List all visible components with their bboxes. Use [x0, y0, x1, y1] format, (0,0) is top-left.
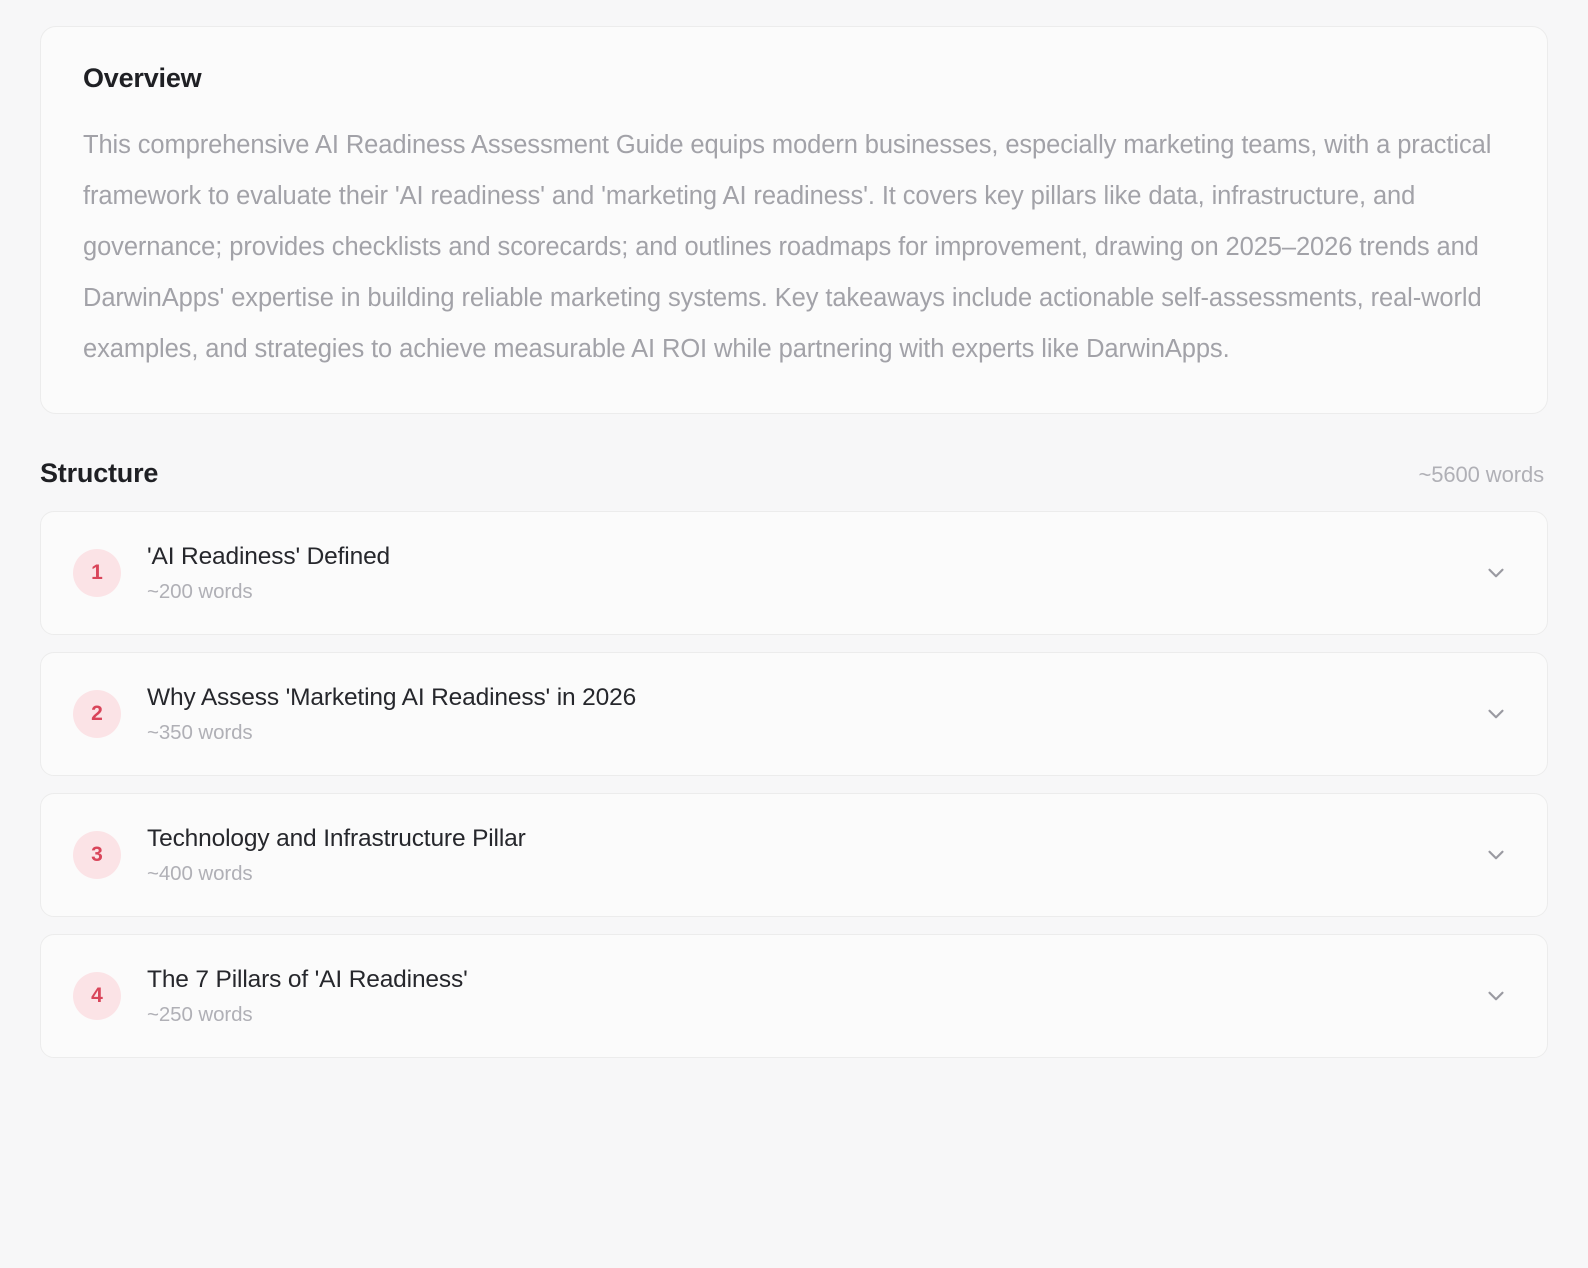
structure-title: Structure [40, 458, 159, 488]
section-texts [147, 966, 1479, 1027]
structure-total-words: ~5600 words [1418, 462, 1544, 487]
section-texts [147, 543, 1479, 604]
section-texts [147, 825, 1479, 886]
section-row[interactable] [40, 793, 1548, 917]
section-number-badge: 3 [73, 831, 121, 879]
section-row[interactable] [40, 511, 1548, 635]
chevron-down-icon[interactable] [1479, 556, 1513, 590]
chevron-down-icon[interactable] [1479, 697, 1513, 731]
section-row[interactable] [40, 934, 1548, 1058]
chevron-down-icon[interactable] [1479, 979, 1513, 1013]
overview-title: Overview [83, 63, 202, 93]
structure-header [40, 458, 1544, 489]
section-row[interactable] [40, 652, 1548, 776]
section-number-badge: 2 [73, 690, 121, 738]
section-texts [147, 684, 1479, 745]
section-title: Technology and Infrastructure Pillar [147, 824, 526, 852]
section-word-count: ~200 words [147, 579, 253, 603]
overview-body-text: This comprehensive AI Readiness Assessment Guide equips modern businesses, especially marketing teams, with a practical framework to evaluate their 'AI readiness' and 'marketing AI readiness'. It covers key pillars like data, infrastructure, and governance; provides checklists and scorecards; and outlines roadmaps for improvement, drawing on 2025–2026 trends and DarwinApps' expertise in building reliable marketing systems. Key takeaways include actionable self-assessments, real-world examples, and strategies to achieve measurable AI ROI while partnering with experts like DarwinApps. [83, 131, 1492, 363]
section-word-count: ~350 words [147, 720, 253, 744]
section-word-count: ~250 words [147, 1002, 253, 1026]
section-list [40, 511, 1548, 1058]
section-number-badge: 4 [73, 972, 121, 1020]
section-title: 'AI Readiness' Defined [147, 542, 391, 570]
section-title: Why Assess 'Marketing AI Readiness' in 2026 [147, 683, 637, 711]
section-title: The 7 Pillars of 'AI Readiness' [147, 965, 468, 993]
chevron-down-icon[interactable] [1479, 838, 1513, 872]
section-number-badge: 1 [73, 549, 121, 597]
overview-card [40, 26, 1548, 414]
section-word-count: ~400 words [147, 861, 253, 885]
